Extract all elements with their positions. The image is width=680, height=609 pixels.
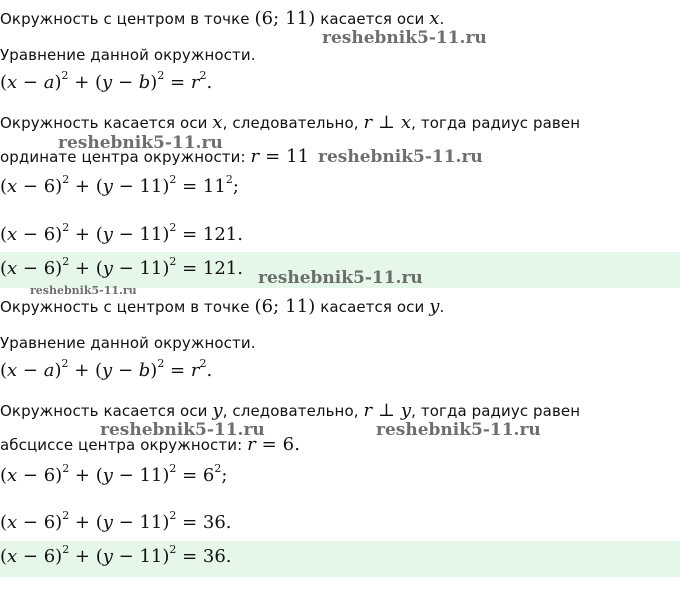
part2-equation-2: $(x - 6)^2 + (y - 11)^2 = 36$.	[0, 509, 232, 533]
part2-axis: y	[429, 296, 440, 317]
watermark: reshebnik5-11.ru	[376, 420, 541, 440]
part1-axis: x	[429, 8, 440, 29]
part2-answer: $(x - 6)^2 + (y - 11)^2 = 36$.	[0, 543, 232, 567]
part2-equation-1: $(x - 6)^2 + (y - 11)^2 = 6^2$;	[0, 462, 228, 486]
part1-general-equation: $(x - a)^2 + (y - b)^2 = r^2$.	[0, 69, 213, 93]
part1-equation-1: $(x - 6)^2 + (y - 11)^2 = 11^2$;	[0, 173, 239, 197]
part2-equation-label: Уравнение данной окружности.	[0, 334, 256, 352]
part1-equation-label: Уравнение данной окружности.	[0, 46, 256, 64]
watermark: reshebnik5-11.ru	[322, 28, 487, 48]
part1-tangent-line: Окружность касается оси x, следовательно, r ⊥ x, тогда радиус равен	[0, 112, 581, 133]
part1-intro: Окружность с центром в точке (6; 11) касается оси x.	[0, 8, 445, 29]
part2-general-equation: $(x - a)^2 + (y - b)^2 = r^2$.	[0, 357, 213, 381]
watermark: reshebnik5-11.ru	[258, 268, 423, 288]
part1-answer: $(x - 6)^2 + (y - 11)^2 = 121$.	[0, 255, 243, 279]
part2-tangent-line: Окружность касается оси y, следовательно, r ⊥ y, тогда радиус равен	[0, 400, 581, 421]
watermark: reshebnik5-11.ru	[318, 147, 483, 167]
watermark: reshebnik5-11.ru	[58, 133, 223, 153]
watermark: reshebnik5-11.ru	[30, 284, 137, 297]
part2-radius-line: абсциссе центра окружности: r = 6.	[0, 434, 301, 455]
part1-radius-line: ординате центра окружности: r = 11	[0, 146, 310, 167]
part2-intro: Окружность с центром в точке (6; 11) касается оси y.	[0, 296, 445, 317]
part2-center: (6; 11)	[254, 296, 316, 317]
part2-perp: r ⊥ y	[363, 400, 412, 421]
part1-center: (6; 11)	[254, 8, 316, 29]
part1-perp: r ⊥ x	[363, 112, 412, 133]
watermark: reshebnik5-11.ru	[100, 420, 265, 440]
part1-equation-2: $(x - 6)^2 + (y - 11)^2 = 121$.	[0, 221, 243, 245]
